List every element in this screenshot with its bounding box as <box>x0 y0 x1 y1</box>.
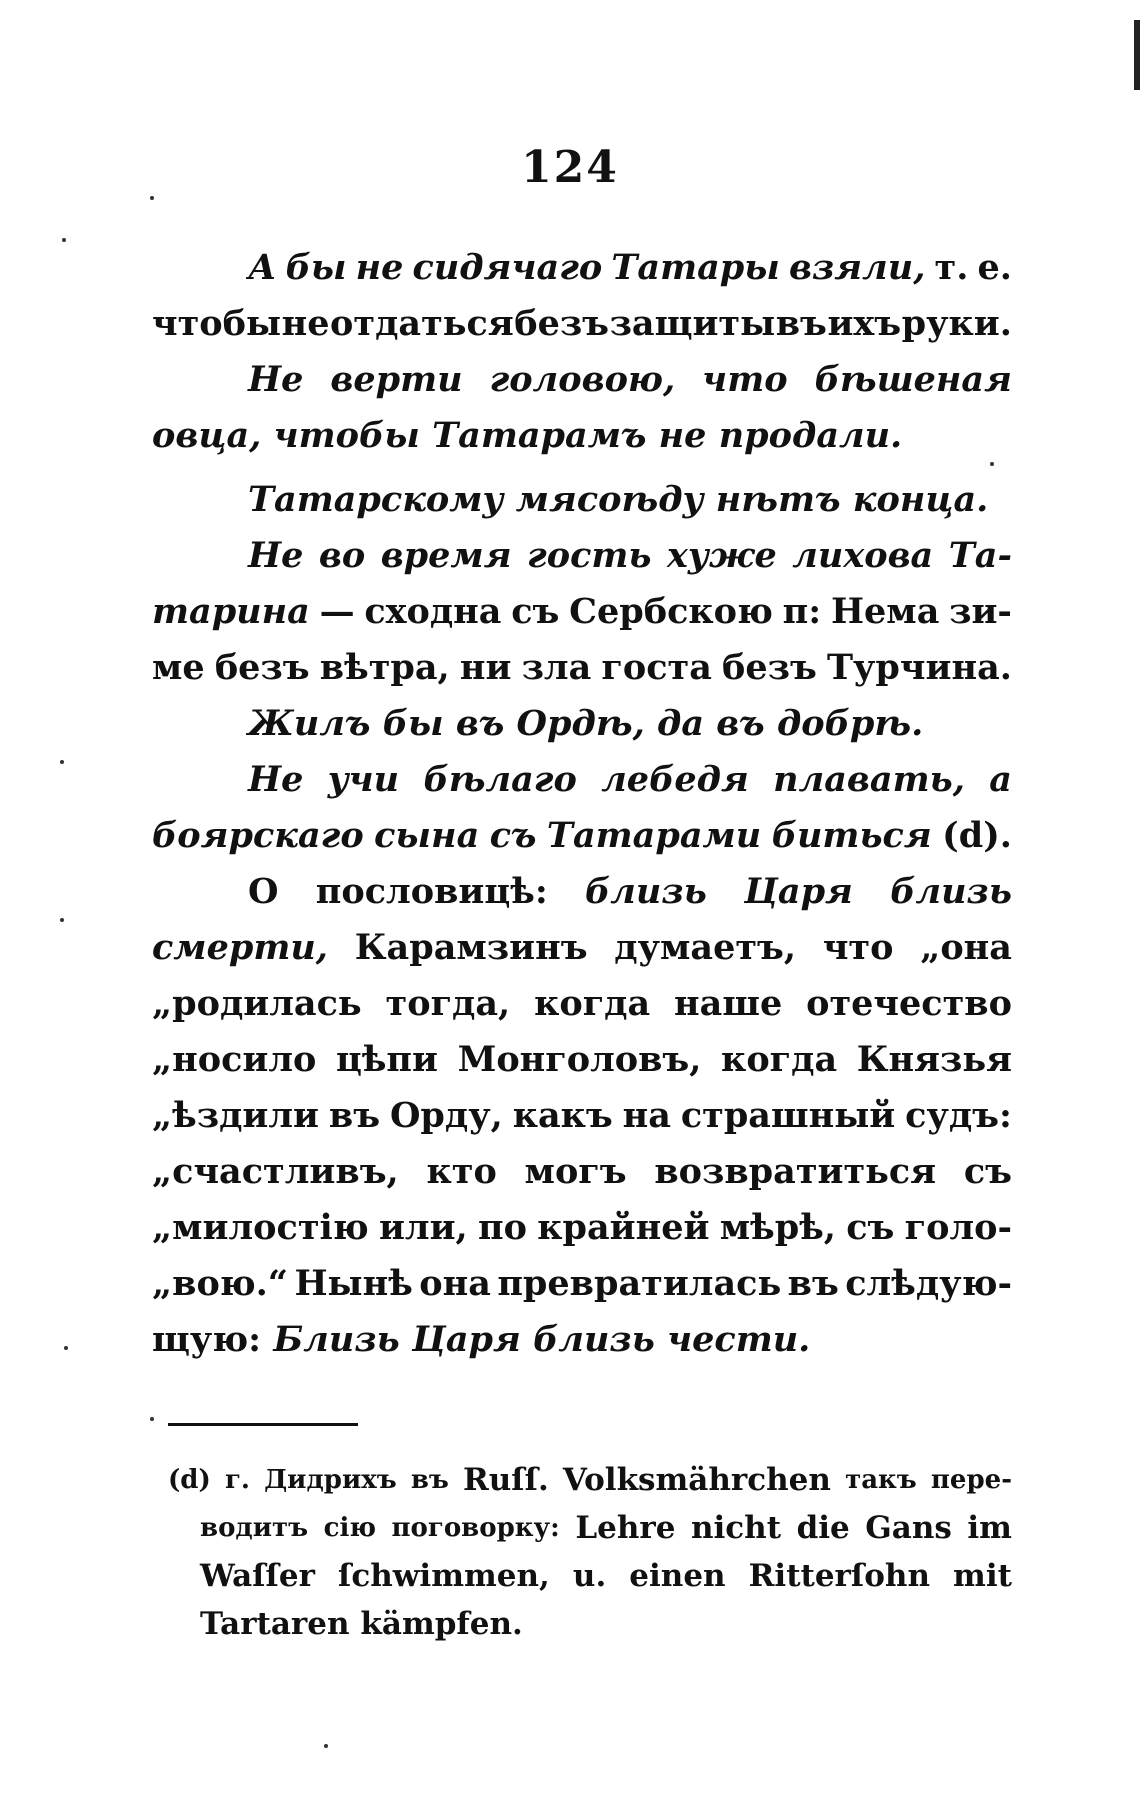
body-line <box>152 1200 1012 1256</box>
body-line <box>152 1256 1012 1312</box>
body-word: чтобы <box>152 303 282 344</box>
body-line <box>152 1144 1012 1200</box>
body-line <box>152 752 1012 808</box>
body-word: Татарами <box>546 815 762 856</box>
body-word: Не <box>248 359 304 400</box>
footnote-word: die <box>796 1510 850 1546</box>
body-word: щую: <box>152 1319 262 1360</box>
footnote-word: mit <box>953 1558 1012 1594</box>
footnote-word: im <box>967 1510 1012 1546</box>
body-word: близь <box>585 871 707 912</box>
body-word: — <box>319 591 355 632</box>
body-word: верти <box>330 359 463 400</box>
body-word: Татары <box>611 247 780 288</box>
speck <box>60 918 64 922</box>
body-word: возвратиться <box>654 1151 937 1192</box>
speck <box>150 1417 154 1421</box>
body-word: что <box>822 927 894 968</box>
body-line <box>152 1032 1012 1088</box>
body-word: бѣшеная <box>814 359 1012 400</box>
body-word: отечество <box>806 983 1012 1024</box>
body-line <box>152 472 1012 528</box>
body-word: ни <box>459 647 512 688</box>
body-word: отдаться <box>330 303 514 344</box>
body-word: безъ <box>722 647 817 688</box>
body-line <box>152 240 1012 296</box>
body-word: Орду, <box>389 1095 503 1136</box>
footnote-word: kämpfen. <box>360 1606 523 1642</box>
body-word: не <box>658 415 707 456</box>
body-word: во <box>318 535 366 576</box>
body-word: Жилъ <box>248 703 371 744</box>
footnote-word: Lehre <box>575 1510 676 1546</box>
body-word: ихъ <box>827 303 902 344</box>
body-line <box>152 640 1012 696</box>
body-word: съ <box>511 591 560 632</box>
body-word: смерти, <box>152 927 328 968</box>
body-word: „вою.“ <box>152 1263 289 1304</box>
body-line <box>152 976 1012 1032</box>
body-word: руки. <box>901 303 1012 344</box>
body-word: мѣрѣ, <box>719 1207 836 1248</box>
footnote-word: г. <box>224 1465 250 1495</box>
body-word: голо- <box>904 1207 1012 1248</box>
body-word: взяли, <box>788 247 926 288</box>
body-line <box>152 1088 1012 1144</box>
body-word: безъ <box>214 647 310 688</box>
body-word: „она <box>920 927 1012 968</box>
footnote-word: Ruſſ. <box>463 1462 549 1498</box>
footnote-word: водитъ <box>200 1513 309 1543</box>
body-word: сходна <box>364 591 502 632</box>
body-word: сына <box>374 815 480 856</box>
body-word: вѣтра, <box>319 647 450 688</box>
footnote-word: такъ <box>845 1465 917 1495</box>
body-word: съ <box>489 815 537 856</box>
body-word: что <box>702 359 788 400</box>
body-word: какъ <box>512 1095 613 1136</box>
body-line <box>152 296 1012 352</box>
footnote-line <box>152 1456 1012 1504</box>
speck <box>990 462 994 466</box>
speck <box>150 196 154 200</box>
body-word: „родилась <box>152 983 362 1024</box>
footnote-word: Volksmährchen <box>562 1462 831 1498</box>
body-word: кто <box>426 1151 497 1192</box>
body-word: гость <box>527 535 652 576</box>
body-word: Не <box>248 535 304 576</box>
body-word: а <box>989 759 1012 800</box>
body-word: биться <box>771 815 932 856</box>
body-word: ме <box>152 647 205 688</box>
body-word: нѣтъ <box>715 479 841 520</box>
body-word: добрѣ. <box>776 703 924 744</box>
body-line <box>152 528 1012 584</box>
body-word: мясоѣду <box>515 479 704 520</box>
body-word: Карамзинъ <box>354 927 588 968</box>
body-word: съ <box>963 1151 1012 1192</box>
body-text <box>152 240 1012 1368</box>
body-word: съ <box>846 1207 895 1248</box>
body-word: близь <box>533 1319 655 1360</box>
speck <box>64 1346 68 1350</box>
footnote-word: пере- <box>930 1465 1012 1495</box>
body-word: страшный <box>680 1095 896 1136</box>
body-word: конца. <box>852 479 989 520</box>
body-word: бѣлаго <box>423 759 577 800</box>
body-word: „носило <box>152 1039 317 1080</box>
speck <box>60 760 64 764</box>
body-word: Та- <box>948 535 1012 576</box>
body-word: учи <box>327 759 400 800</box>
body-word: когда <box>721 1039 838 1080</box>
body-word: въ <box>775 303 827 344</box>
body-word: думаетъ, <box>614 927 797 968</box>
body-word: на <box>622 1095 671 1136</box>
body-word: не <box>355 247 404 288</box>
body-word: Нынѣ <box>294 1263 413 1304</box>
body-word: зла <box>521 647 592 688</box>
body-word: „счастливъ, <box>152 1151 399 1192</box>
body-word: превратилась <box>497 1263 782 1304</box>
footnote-word: Дидрихъ <box>264 1465 397 1495</box>
body-word: Татарамъ <box>432 415 647 456</box>
footnote-line <box>152 1552 1012 1600</box>
footnote-line <box>152 1504 1012 1552</box>
body-word: наше <box>674 983 783 1024</box>
footnote-word: u. <box>572 1558 607 1594</box>
body-word: зи- <box>949 591 1012 632</box>
footnote-word: (d) <box>168 1465 211 1495</box>
speck <box>324 1744 328 1748</box>
footnote-word: nicht <box>690 1510 782 1546</box>
body-word: въ <box>328 1095 381 1136</box>
body-word: О <box>248 871 279 912</box>
body-word: лебедя <box>601 759 749 800</box>
body-word: цѣпи <box>335 1039 439 1080</box>
body-word: или, <box>378 1207 468 1248</box>
body-word: продали. <box>718 415 903 456</box>
body-word: крайней <box>537 1207 710 1248</box>
body-word: головою, <box>489 359 676 400</box>
body-word: „ѣздили <box>152 1095 320 1136</box>
body-word: т. <box>934 247 969 288</box>
body-word: тарина <box>152 591 310 632</box>
body-word: п: <box>782 591 822 632</box>
footnote-word: въ <box>410 1465 449 1495</box>
body-word: Турчина. <box>826 647 1012 688</box>
body-word: да <box>657 703 705 744</box>
footnote-word: Waſſer <box>200 1558 315 1594</box>
body-line <box>152 584 1012 640</box>
body-word: бы <box>285 247 347 288</box>
footnote-word: сію <box>323 1513 376 1543</box>
body-word: Царя <box>744 871 853 912</box>
body-word: плавать, <box>773 759 965 800</box>
body-word: лихова <box>792 535 934 576</box>
body-word: овца, <box>152 415 262 456</box>
body-word: она <box>419 1263 491 1304</box>
body-line <box>152 920 1012 976</box>
footnote-word: einen <box>629 1558 726 1594</box>
footnote-word: Tartaren <box>200 1606 350 1642</box>
body-word: боярскаго <box>152 815 364 856</box>
body-word: Сербскою <box>569 591 773 632</box>
body-word: въ <box>716 703 765 744</box>
body-word: близь <box>890 871 1012 912</box>
body-word: Царя <box>412 1319 521 1360</box>
page-edge-mark <box>1134 20 1140 90</box>
body-word: слѣдую- <box>845 1263 1012 1304</box>
body-word: не <box>281 303 330 344</box>
body-word: защиты <box>609 303 776 344</box>
footnote-word: Gans <box>865 1510 952 1546</box>
body-word: госта <box>601 647 712 688</box>
body-word: время <box>380 535 512 576</box>
body-line <box>152 408 1012 464</box>
body-word: безъ <box>514 303 610 344</box>
body-word: въ <box>455 703 505 744</box>
body-word: Близь <box>273 1319 400 1360</box>
body-line <box>152 808 1012 864</box>
body-word: Князья <box>856 1039 1012 1080</box>
body-word: по <box>478 1207 527 1248</box>
body-word: (d). <box>942 815 1012 856</box>
body-word: сидячаго <box>412 247 603 288</box>
footnote-word: Ritterſohn <box>748 1558 930 1594</box>
body-word: бы <box>382 703 444 744</box>
body-word: хуже <box>667 535 777 576</box>
footnote <box>152 1456 1012 1648</box>
body-word: Нема <box>830 591 940 632</box>
body-word: чести. <box>667 1319 811 1360</box>
body-word: тогда, <box>385 983 511 1024</box>
body-word: Ордѣ, <box>516 703 645 744</box>
page-number: 124 <box>521 142 619 193</box>
body-word: могъ <box>524 1151 627 1192</box>
body-word: е. <box>977 247 1012 288</box>
footnote-line <box>152 1600 1012 1648</box>
body-line <box>152 864 1012 920</box>
body-word: чтобы <box>273 415 420 456</box>
body-word: А <box>248 247 277 288</box>
body-word: Татарскому <box>248 479 504 520</box>
body-word: пословицѣ: <box>315 871 548 912</box>
body-word: въ <box>787 1263 839 1304</box>
body-word: судъ: <box>905 1095 1012 1136</box>
footnote-separator <box>168 1423 358 1426</box>
body-line <box>152 352 1012 408</box>
body-word: когда <box>534 983 651 1024</box>
body-line <box>152 1312 1012 1368</box>
body-word: Монголовъ, <box>457 1039 702 1080</box>
footnote-word: ſchwimmen, <box>337 1558 550 1594</box>
body-word: „милостію <box>152 1207 369 1248</box>
speck <box>62 238 66 242</box>
body-word: Не <box>248 759 304 800</box>
body-line <box>152 696 1012 752</box>
footnote-word: поговорку: <box>391 1513 560 1543</box>
